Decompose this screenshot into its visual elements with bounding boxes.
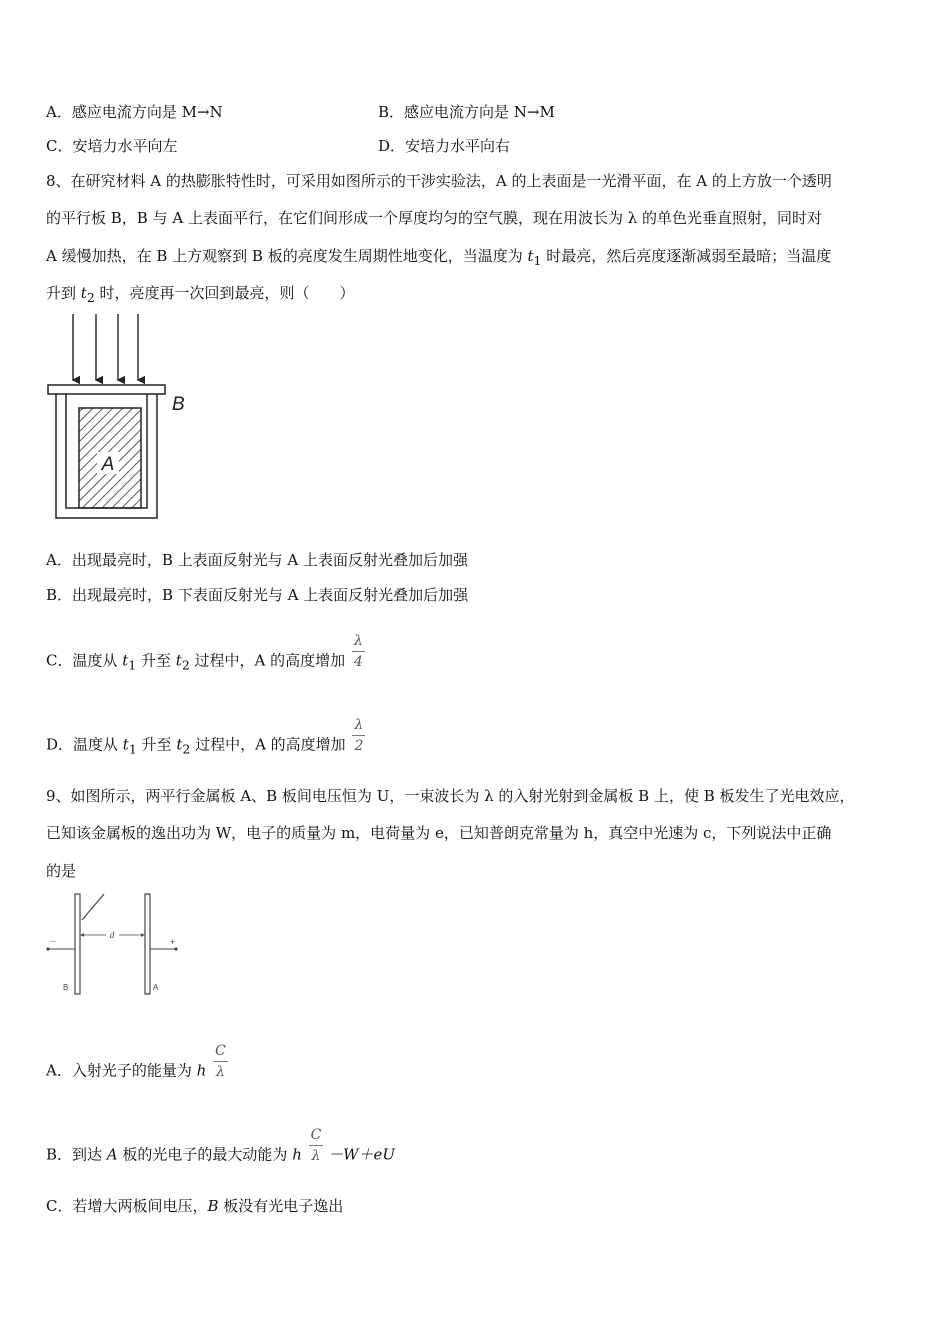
q8-stem-line-2: 的平行板 B，B 与 A 上表面平行，在它们间形成一个厚度均匀的空气膜，现在用波长为 λ 的单色光垂直照射，同时对 [46, 209, 822, 227]
q8-stem-line-1: 8、在研究材料 A 的热膨胀特性时，可采用如图所示的干涉实验法，A 的上表面是一光滑平面，在 A 的上方放一个透明 [46, 172, 832, 190]
label-b: B [63, 983, 69, 992]
q9-stem-line-2: 已知该金属板的逸出功为 W，电子的质量为 m，电荷量为 e，已知普朗克常量为 h，真空中光速为 c，下列说法中正确 [46, 824, 832, 842]
plate-b [75, 894, 80, 994]
q9-figure [44, 892, 190, 1000]
q8-stem-line-4: 升到 $t_2$ 时，亮度再一次回到最亮，则（ ） [46, 284, 355, 305]
fraction-c-over-lambda: $\frac{C}{\lambda}$ [310, 1127, 322, 1164]
label-d: d [109, 930, 115, 940]
q8-option-a: A．出现最亮时，B 上表面反射光与 A 上表面反射光叠加后加强 [46, 551, 468, 569]
label-plus: + [170, 937, 176, 947]
q9-option-b: B．到达 A 板的光电子的最大动能为 h $\frac{C}{\lambda}$ －W＋eU [46, 1127, 396, 1164]
fraction-c-over-lambda: $\frac{C}{\lambda}$ [215, 1043, 226, 1080]
fraction-lambda-over-2: $\frac{\lambda}{2}$ [354, 717, 364, 754]
fraction-lambda-over-4: $\frac{\lambda}{4}$ [353, 633, 363, 670]
q7-option-c: C．安培力水平向左 [46, 137, 178, 155]
q9-stem-line-1: 9、如图所示，两平行金属板 A、B 板间电压恒为 U，一束波长为 λ 的入射光射到金属板 B 上，使 B 板发生了光电效应， [46, 787, 855, 805]
t2-symbol: t [80, 284, 87, 302]
q9-stem-line-3: 的是 [46, 862, 77, 880]
t1-symbol: t [527, 247, 534, 265]
label-a: A [101, 454, 115, 475]
q8-option-d: D．温度从 $t_1$ 升至 $t_2$ 过程中，A 的高度增加 $\frac{\lambda}{2}$ [46, 717, 364, 757]
label-a: A [153, 983, 159, 992]
q9-option-c: C．若增大两板间电压，B 板没有光电子逸出 [46, 1197, 344, 1215]
q8-option-c: C．温度从 $t_1$ 升至 $t_2$ 过程中，A 的高度增加 $\frac{\lambda}{4}$ [46, 633, 363, 673]
q7-option-b: B．感应电流方向是 N→M [378, 103, 555, 121]
incident-light [82, 894, 104, 920]
q8-option-b: B．出现最亮时，B 下表面反射光与 A 上表面反射光叠加后加强 [46, 586, 469, 604]
q7-option-d: D．安培力水平向右 [378, 137, 511, 155]
q7-option-a: A．感应电流方向是 M→N [46, 103, 223, 121]
plate-b [48, 385, 165, 394]
q8-figure [40, 312, 200, 524]
q8-stem-line-3: A 缓慢加热，在 B 上方观察到 B 板的亮度发生周期性地变化，当温度为 $t_1$ 时最亮，然后亮度逐渐减弱至最暗；当温度 [46, 247, 832, 268]
label-minus: － [49, 937, 57, 946]
q9-option-a: A．入射光子的能量为 h $\frac{C}{\lambda}$ [46, 1043, 226, 1080]
plate-a [145, 894, 150, 994]
label-b: B [172, 394, 185, 415]
